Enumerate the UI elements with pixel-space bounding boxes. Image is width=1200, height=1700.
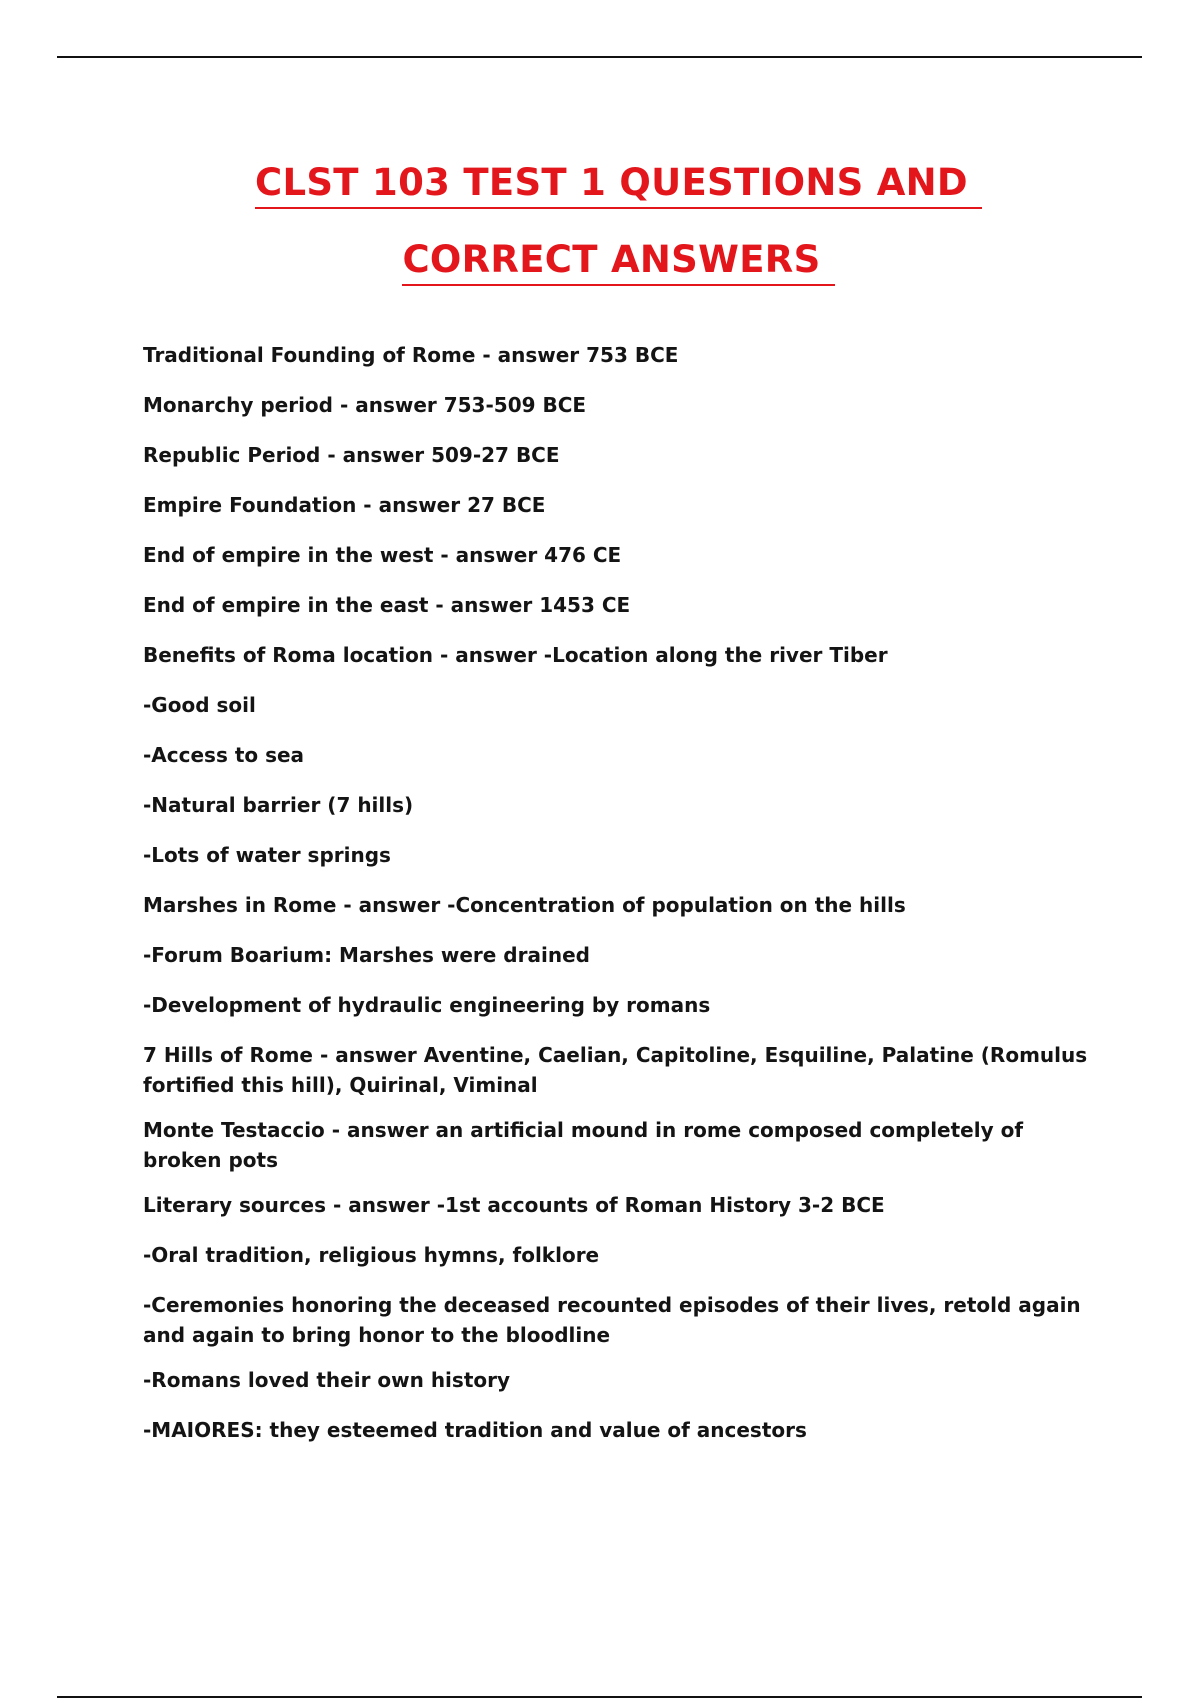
qa-list: [143, 340, 1093, 1465]
qa-line: -Romans loved their own history: [143, 1368, 511, 1392]
qa-line: Monte Testaccio - answer an artificial mound in rome composed completely of broken pots: [143, 1118, 1024, 1172]
title-line-1: CLST 103 TEST 1 QUESTIONS AND: [255, 159, 982, 209]
document-title: [0, 150, 1200, 304]
qa-line: Traditional Founding of Rome - answer 753 BCE: [143, 343, 679, 367]
qa-line: 7 Hills of Rome - answer Aventine, Caelian, Capitoline, Esquiline, Palatine (Romulus fortified this hill), Quirinal, Viminal: [143, 1043, 1088, 1097]
qa-line: Marshes in Rome - answer -Concentration of population on the hills: [143, 893, 906, 917]
qa-line: Republic Period - answer 509-27 BCE: [143, 443, 560, 467]
qa-line: End of empire in the east - answer 1453 CE: [143, 593, 631, 617]
bottom-rule: [57, 1696, 1142, 1698]
qa-line: -Forum Boarium: Marshes were drained: [143, 943, 590, 967]
qa-line: -Lots of water springs: [143, 843, 391, 867]
qa-line: Literary sources - answer -1st accounts of Roman History 3-2 BCE: [143, 1193, 885, 1217]
qa-line: -MAIORES: they esteemed tradition and value of ancestors: [143, 1418, 807, 1442]
qa-line: -Natural barrier (7 hills): [143, 793, 414, 817]
qa-line: -Good soil: [143, 693, 256, 717]
qa-line: End of empire in the west - answer 476 CE: [143, 543, 622, 567]
top-rule: [57, 56, 1142, 58]
qa-line: Monarchy period - answer 753-509 BCE: [143, 393, 587, 417]
qa-line: Benefits of Roma location - answer -Location along the river Tiber: [143, 643, 888, 667]
qa-line: -Ceremonies honoring the deceased recounted episodes of their lives, retold again and again to bring honor to the bloodline: [143, 1293, 1081, 1347]
qa-line: -Development of hydraulic engineering by romans: [143, 993, 711, 1017]
qa-line: -Access to sea: [143, 743, 305, 767]
qa-line: Empire Foundation - answer 27 BCE: [143, 493, 546, 517]
qa-line: -Oral tradition, religious hymns, folklore: [143, 1243, 600, 1267]
title-line-2: CORRECT ANSWERS: [402, 236, 834, 286]
